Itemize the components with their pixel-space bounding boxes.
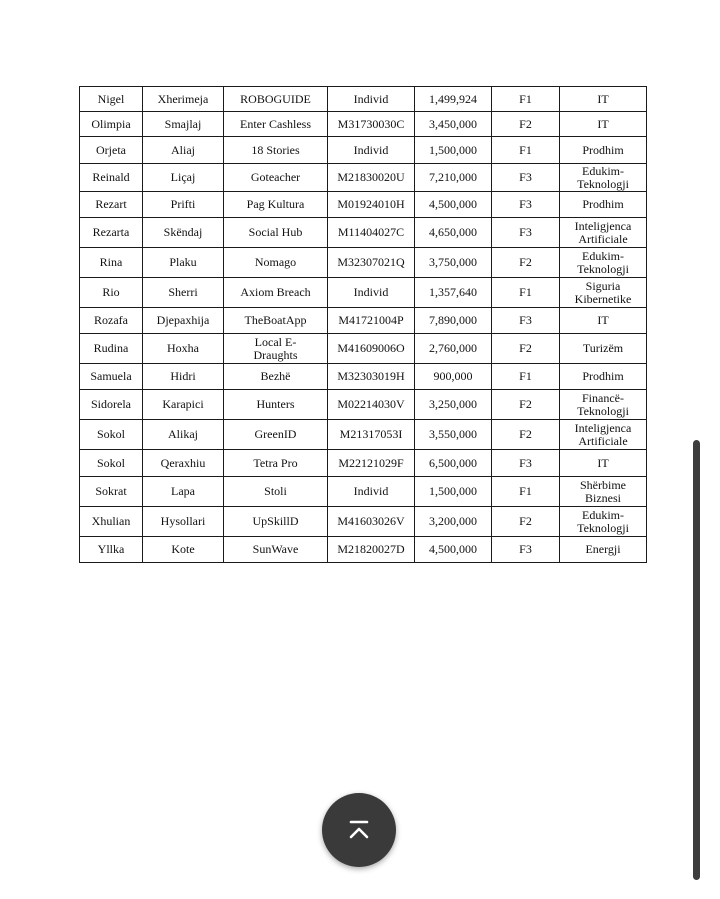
scroll-to-top-button[interactable] [322,793,396,867]
phase-cell: F2 [492,507,560,537]
amount-cell: 1,499,924 [415,87,492,112]
project-cell: UpSkillD [224,507,328,537]
scrollbar-thumb[interactable] [693,440,700,880]
amount-cell: 1,500,000 [415,137,492,164]
amount-cell: 3,750,000 [415,248,492,278]
phase-cell: F3 [492,192,560,218]
project-cell: Tetra Pro [224,450,328,477]
id-cell: M21820027D [328,537,415,563]
id-cell: M02214030V [328,390,415,420]
amount-cell: 4,500,000 [415,537,492,563]
sector-cell: Edukim- Teknologji [560,507,647,537]
phase-cell: F1 [492,477,560,507]
table-row [80,218,647,248]
table-row [80,450,647,477]
first-name-cell: Olimpia [80,112,143,137]
table-row [80,537,647,563]
sector-cell: IT [560,87,647,112]
table-row [80,477,647,507]
first-name-cell: Xhulian [80,507,143,537]
last-name-cell: Plaku [143,248,224,278]
first-name-cell: Rio [80,278,143,308]
phase-cell: F1 [492,364,560,390]
id-cell: M31730030C [328,112,415,137]
id-cell: M32307021Q [328,248,415,278]
sector-cell: Prodhim [560,364,647,390]
phase-cell: F1 [492,278,560,308]
last-name-cell: Liçaj [143,164,224,192]
first-name-cell: Sidorela [80,390,143,420]
amount-cell: 3,550,000 [415,420,492,450]
project-cell: Nomago [224,248,328,278]
phase-cell: F1 [492,87,560,112]
id-cell: Individ [328,87,415,112]
table-row [80,507,647,537]
amount-cell: 4,500,000 [415,192,492,218]
last-name-cell: Hysollari [143,507,224,537]
phase-cell: F3 [492,450,560,477]
first-name-cell: Orjeta [80,137,143,164]
phase-cell: F2 [492,248,560,278]
sector-cell: Edukim- Teknologji [560,248,647,278]
sector-cell: Inteligjenca Artificiale [560,420,647,450]
phase-cell: F3 [492,218,560,248]
table-row [80,364,647,390]
phase-cell: F3 [492,164,560,192]
project-cell: Local E- Draughts [224,334,328,364]
phase-cell: F2 [492,112,560,137]
table-row [80,420,647,450]
first-name-cell: Rezarta [80,218,143,248]
sector-cell: IT [560,112,647,137]
sector-cell: IT [560,308,647,334]
amount-cell: 4,650,000 [415,218,492,248]
last-name-cell: Smajlaj [143,112,224,137]
phase-cell: F2 [492,390,560,420]
first-name-cell: Rezart [80,192,143,218]
last-name-cell: Qeraxhiu [143,450,224,477]
table-row [80,164,647,192]
amount-cell: 900,000 [415,364,492,390]
project-cell: Axiom Breach [224,278,328,308]
project-cell: GreenID [224,420,328,450]
id-cell: M21830020U [328,164,415,192]
table-row [80,137,647,164]
table-row [80,278,647,308]
id-cell: M41603026V [328,507,415,537]
last-name-cell: Skëndaj [143,218,224,248]
table-row [80,87,647,112]
amount-cell: 1,500,000 [415,477,492,507]
id-cell: Individ [328,278,415,308]
project-cell: Bezhë [224,364,328,390]
project-cell: Social Hub [224,218,328,248]
phase-cell: F1 [492,137,560,164]
last-name-cell: Djepaxhija [143,308,224,334]
data-table [79,86,647,563]
phase-cell: F2 [492,420,560,450]
sector-cell: Prodhim [560,137,647,164]
sector-cell: Siguria Kibernetike [560,278,647,308]
id-cell: M21317053I [328,420,415,450]
id-cell: M11404027C [328,218,415,248]
first-name-cell: Samuela [80,364,143,390]
project-cell: SunWave [224,537,328,563]
amount-cell: 2,760,000 [415,334,492,364]
sector-cell: Shërbime Biznesi [560,477,647,507]
id-cell: M22121029F [328,450,415,477]
last-name-cell: Sherri [143,278,224,308]
last-name-cell: Hoxha [143,334,224,364]
project-cell: TheBoatApp [224,308,328,334]
amount-cell: 3,200,000 [415,507,492,537]
first-name-cell: Yllka [80,537,143,563]
table-row [80,390,647,420]
sector-cell: Inteligjenca Artificiale [560,218,647,248]
id-cell: M32303019H [328,364,415,390]
last-name-cell: Lapa [143,477,224,507]
first-name-cell: Rina [80,248,143,278]
last-name-cell: Kote [143,537,224,563]
sector-cell: Energji [560,537,647,563]
chevron-up-bar-icon [344,815,374,845]
table-row [80,192,647,218]
last-name-cell: Aliaj [143,137,224,164]
last-name-cell: Karapici [143,390,224,420]
last-name-cell: Prifti [143,192,224,218]
amount-cell: 7,890,000 [415,308,492,334]
first-name-cell: Rozafa [80,308,143,334]
sector-cell: Turizëm [560,334,647,364]
last-name-cell: Hidri [143,364,224,390]
project-cell: ROBOGUIDE [224,87,328,112]
sector-cell: Financë- Teknologji [560,390,647,420]
id-cell: M01924010H [328,192,415,218]
project-cell: Goteacher [224,164,328,192]
amount-cell: 3,250,000 [415,390,492,420]
id-cell: Individ [328,477,415,507]
project-cell: Pag Kultura [224,192,328,218]
table-row [80,334,647,364]
project-cell: 18 Stories [224,137,328,164]
project-cell: Enter Cashless [224,112,328,137]
first-name-cell: Reinald [80,164,143,192]
first-name-cell: Sokol [80,450,143,477]
sector-cell: Edukim- Teknologji [560,164,647,192]
id-cell: M41721004P [328,308,415,334]
first-name-cell: Rudina [80,334,143,364]
id-cell: M41609006O [328,334,415,364]
project-cell: Hunters [224,390,328,420]
sector-cell: IT [560,450,647,477]
table-row [80,112,647,137]
phase-cell: F2 [492,334,560,364]
first-name-cell: Sokol [80,420,143,450]
id-cell: Individ [328,137,415,164]
phase-cell: F3 [492,308,560,334]
first-name-cell: Nigel [80,87,143,112]
last-name-cell: Xherimeja [143,87,224,112]
table-row [80,248,647,278]
amount-cell: 3,450,000 [415,112,492,137]
phase-cell: F3 [492,537,560,563]
amount-cell: 6,500,000 [415,450,492,477]
amount-cell: 1,357,640 [415,278,492,308]
project-cell: Stoli [224,477,328,507]
sector-cell: Prodhim [560,192,647,218]
table-row [80,308,647,334]
amount-cell: 7,210,000 [415,164,492,192]
last-name-cell: Alikaj [143,420,224,450]
first-name-cell: Sokrat [80,477,143,507]
